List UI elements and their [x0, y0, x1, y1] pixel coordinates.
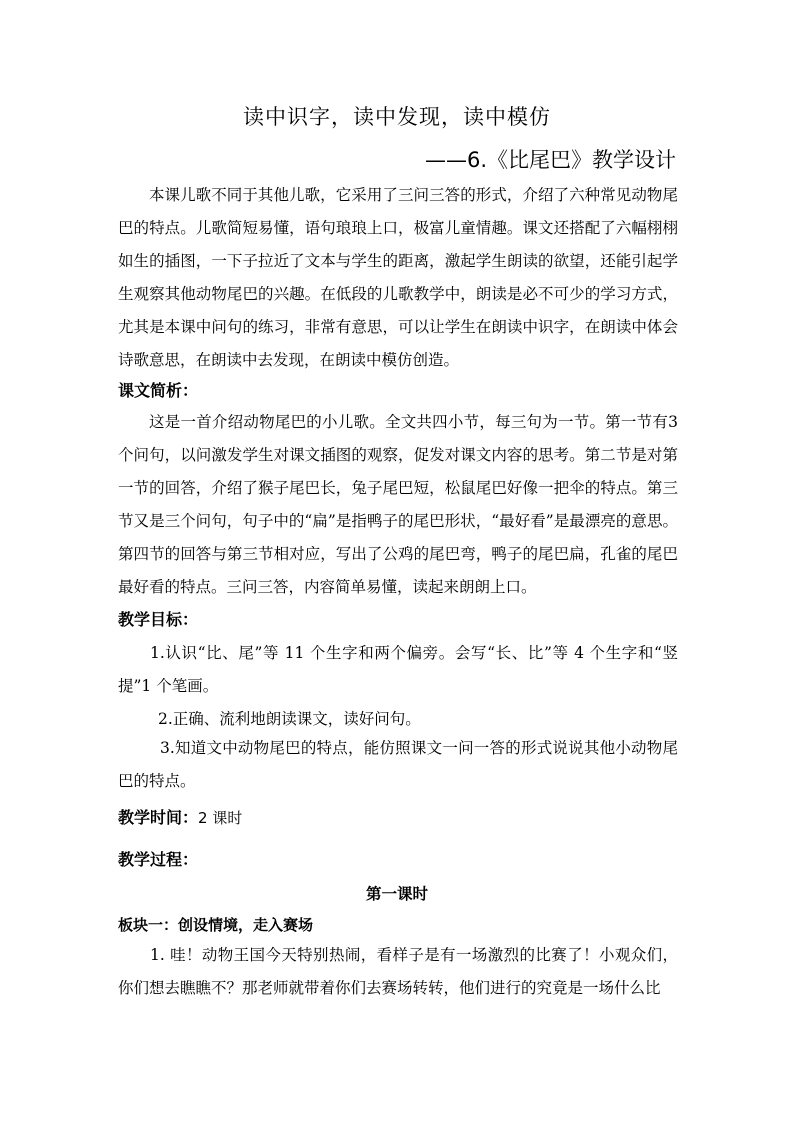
process-heading: 教学过程：	[118, 850, 199, 869]
document-title: 读中识字，读中发现，读中模仿	[243, 105, 551, 129]
intro-paragraph: 本课儿歌不同于其他儿歌，它采用了三问三答的形式，介绍了六种常见动物尾巴的特点。儿歌简短易懂，语句琅琅上口，极富儿童情趣。课文还搭配了六幅栩栩如生的插图，一下子拉近了文本与学生的距离，激起学生朗读的欲望，还能引起学生观察其他动物尾巴的兴趣。在低段的儿歌教学中，朗读是必不可少的学习方式，尤其是本课中问句的练习，非常有意思，可以让学生在朗读中识字，在朗读中体会诗歌意思，在朗读中去发现，在朗读中模仿创造。	[118, 186, 678, 369]
block1-paragraph: 1. 哇！动物王国今天特别热闹，看样子是有一场激烈的比赛了！小观众们，你们想去瞧瞧不？那老师就带着你们去赛场转转，他们进行的究竟是一场什么比	[118, 946, 678, 997]
document-subtitle: ——6.《比尾巴》教学设计	[424, 148, 676, 172]
goals-heading: 教学目标：	[118, 610, 199, 629]
block1-heading: 板块一：创设情境，走入赛场	[118, 916, 314, 934]
goal-2: 2.正确、流利地朗读课文，读好问句。	[158, 710, 421, 728]
lesson-title: 第一课时	[365, 884, 428, 903]
analysis-paragraph: 这是一首介绍动物尾巴的小儿歌。全文共四小节，每三句为一节。第一节有3个问句，以问激发学生对课文插图的观察，促发对课文内容的思考。第二节是对第一节的回答，介绍了猴子尾巴长，兔子尾巴短，松鼠尾巴好像一把伞的特点。第三节又是三个问句，句子中的“扁”是指鸭子的尾巴形状，“最好看”是最漂亮的意思。第四节的回答与第三节相对应，写出了公鸡的尾巴弯，鸭子的尾巴扁，孔雀的尾巴最好看的特点。三问三答，内容简单易懂，读起来朗朗上口。	[118, 413, 678, 596]
time-heading-label: 教学时间：	[118, 808, 199, 827]
time-value: 2 课时	[198, 809, 243, 827]
analysis-heading: 课文简析：	[118, 381, 199, 400]
goal-3: 3.知道文中动物尾巴的特点，能仿照课文一问一答的形式说说其他小动物尾巴的特点。	[118, 739, 678, 790]
time-heading	[118, 805, 242, 828]
goal-1: 1.认识“比、尾”等 11 个生字和两个偏旁。会写“长、比”等 4 个生字和“竖提”1 个笔画。	[118, 644, 678, 695]
